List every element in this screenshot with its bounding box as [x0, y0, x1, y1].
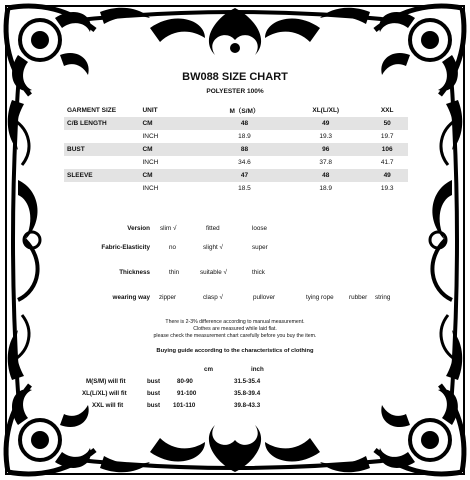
header-size-xxl: XXL [380, 107, 394, 114]
guide-size-label: XL(L/XL) will fit [82, 390, 127, 397]
note-line: please check the measurement chart carefully before you buy the item. [153, 333, 317, 340]
header-size-xl: XL(L/XL) [312, 107, 340, 114]
value-cell: 96 [285, 143, 366, 156]
table-row [64, 143, 408, 156]
guide-size-label: XXL will fit [92, 402, 124, 409]
feature-option: slim √ [160, 225, 177, 232]
row-label [64, 156, 142, 169]
note-line: There is 2-3% difference according to manual measurement. [165, 319, 305, 325]
feature-option: suitable √ [200, 269, 227, 276]
guide-inch-range: 39.8-43.3 [234, 402, 261, 409]
unit-cell: CM [142, 143, 203, 156]
value-cell: 19.7 [380, 133, 394, 140]
value-cell: 50 [366, 117, 408, 130]
feature-option: slight √ [203, 244, 223, 251]
row-label: C/B LENGTH [64, 117, 142, 130]
row-label: BUST [64, 143, 142, 156]
feature-option: tying rope [306, 294, 334, 301]
value-cell: 47 [204, 169, 285, 182]
feature-option: thin [169, 269, 180, 276]
header-garment-size: GARMENT SIZE [67, 107, 117, 114]
guide-cm-range: 101-110 [173, 402, 196, 409]
note-line: Clothes are measured while laid flat. [193, 326, 277, 333]
value-cell: 34.6 [238, 159, 251, 166]
row-label: SLEEVE [64, 169, 142, 182]
value-cell: 18.5 [238, 185, 251, 192]
value-cell: 88 [204, 143, 285, 156]
guide-header-inch: inch [251, 366, 264, 373]
value-cell: 41.7 [380, 159, 394, 166]
feature-label: Fabric-Elasticity [101, 244, 150, 251]
value-cell: 18.9 [238, 133, 251, 140]
table-row [64, 130, 408, 143]
guide-cm-range: 91-100 [177, 390, 197, 397]
table-row [64, 117, 408, 130]
table-row [64, 156, 408, 169]
value-cell: 49 [285, 117, 366, 130]
value-cell: 19.3 [380, 185, 394, 192]
value-cell: 18.9 [319, 185, 333, 192]
row-label [64, 130, 142, 143]
measurement-notes [0, 319, 470, 341]
guide-inch-range: 31.5-35.4 [234, 378, 261, 385]
feature-label: Thickness [119, 269, 150, 276]
guide-header-cm: cm [204, 366, 213, 373]
row-label [64, 182, 142, 195]
buying-guide-title: Buying guide according to the characteristics of clothing [156, 348, 314, 354]
table-row [64, 169, 408, 182]
header-size-m: M（S/M） [229, 108, 260, 115]
unit-cell: INCH [142, 133, 159, 140]
unit-cell: CM [142, 117, 203, 130]
feature-option: rubber [349, 294, 368, 301]
material-subtitle: POLYESTER 100% [206, 88, 264, 95]
feature-option: zipper [159, 294, 177, 301]
guide-measure: bust [147, 402, 161, 409]
feature-option: super [252, 244, 268, 251]
size-table [64, 104, 408, 195]
feature-option: fitted [206, 225, 220, 232]
feature-label: wearing way [112, 294, 150, 301]
value-cell: 106 [366, 143, 408, 156]
feature-option: thick [252, 269, 265, 276]
guide-measure: bust [147, 378, 161, 385]
feature-option: clasp √ [203, 294, 223, 301]
guide-size-label: M(S/M) will fit [86, 378, 126, 385]
value-cell: 19.3 [319, 133, 333, 140]
unit-cell: CM [142, 169, 203, 182]
feature-option: string [375, 294, 391, 301]
guide-cm-range: 80-90 [177, 378, 193, 385]
value-cell: 49 [366, 169, 408, 182]
unit-cell: INCH [142, 159, 159, 166]
size-table-header [64, 104, 408, 117]
feature-label: Version [127, 225, 150, 232]
table-row [64, 182, 408, 195]
guide-measure: bust [147, 390, 161, 397]
value-cell: 48 [285, 169, 366, 182]
feature-option: loose [252, 225, 268, 232]
feature-option: pullover [253, 294, 276, 301]
value-cell: 37.8 [319, 159, 333, 166]
guide-inch-range: 35.8-39.4 [234, 390, 261, 397]
chart-title: BW088 SIZE CHART [182, 71, 288, 83]
value-cell: 48 [204, 117, 285, 130]
feature-option: no [169, 244, 177, 251]
header-unit: UNIT [142, 107, 158, 114]
unit-cell: INCH [142, 185, 159, 192]
